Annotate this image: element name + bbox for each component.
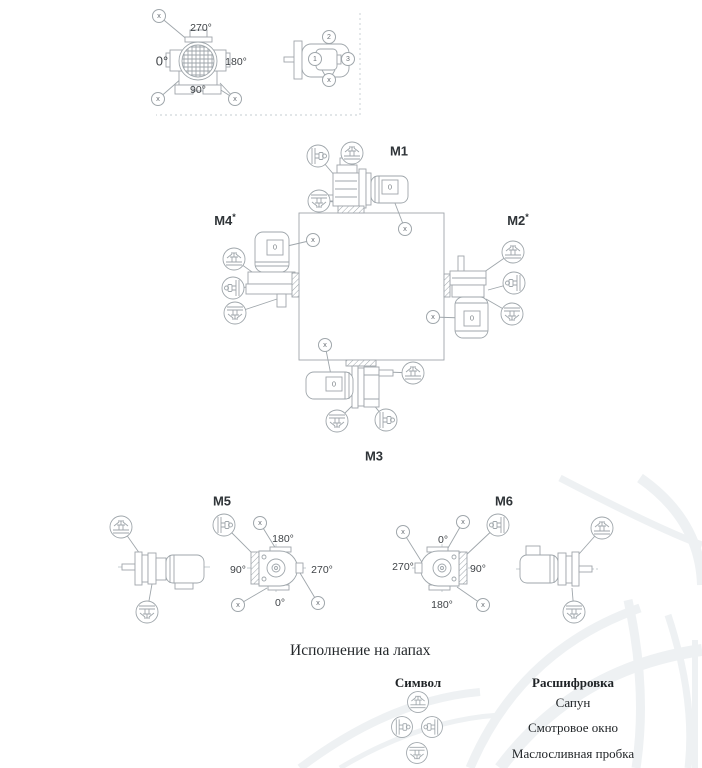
x-marker: x bbox=[456, 515, 470, 529]
drain-plug-icon bbox=[224, 302, 246, 324]
drain-plug-icon bbox=[326, 410, 348, 432]
sight-window-icon bbox=[392, 717, 413, 738]
position-label-m4 bbox=[214, 212, 236, 228]
angle-label-m6-0: 0° bbox=[437, 534, 449, 546]
drain-plug-icon bbox=[308, 190, 330, 212]
x-marker: x bbox=[151, 92, 165, 106]
angle-label-0: 0° bbox=[155, 53, 169, 69]
mounting-pad-m3 bbox=[346, 360, 376, 366]
m2-note: * bbox=[525, 211, 529, 222]
terminal-box-label: 0 bbox=[469, 313, 475, 323]
legend-symbol-header: Символ bbox=[394, 675, 442, 690]
m2-label-text: M2 bbox=[507, 213, 526, 229]
legend-title: Исполнение на лапах bbox=[290, 642, 431, 659]
callout-1: 1 bbox=[308, 52, 322, 66]
angle-label-m6-270: 270° bbox=[392, 561, 414, 573]
drain-plug-icon bbox=[563, 601, 585, 623]
terminal-box-label: 0 bbox=[331, 379, 337, 389]
x-marker: x bbox=[476, 598, 490, 612]
x-marker: x bbox=[311, 596, 325, 610]
x-marker: x bbox=[306, 233, 320, 247]
m1-label-text: M1 bbox=[389, 143, 409, 159]
breather-icon bbox=[408, 692, 429, 713]
m3-label-text: M3 bbox=[364, 448, 384, 464]
m4-label-text: M4 bbox=[214, 213, 233, 229]
gearmotor-m2 bbox=[444, 256, 488, 338]
x-marker: x bbox=[398, 222, 412, 236]
mounting-pad-m4 bbox=[292, 273, 299, 297]
gearmotor-m3 bbox=[306, 360, 393, 408]
angle-label-m5-0: 0° bbox=[274, 597, 286, 609]
m4-note: * bbox=[232, 211, 236, 222]
position-label-m2 bbox=[507, 212, 529, 228]
sight-window-icon bbox=[375, 409, 397, 431]
angle-label-90: 90° bbox=[190, 84, 206, 96]
breather-icon bbox=[502, 241, 524, 263]
breather-icon bbox=[402, 362, 424, 384]
sight-window-icon bbox=[213, 514, 235, 536]
sight-window-icon bbox=[422, 717, 443, 738]
x-marker: x bbox=[253, 516, 267, 530]
breather-icon bbox=[341, 142, 363, 164]
legend-meaning-header: Расшифровка bbox=[532, 675, 614, 690]
breather-icon bbox=[591, 517, 613, 539]
terminal-box-label: 0 bbox=[387, 182, 393, 192]
angle-label-m5-270: 270° bbox=[311, 564, 333, 576]
mounting-pad-m2 bbox=[444, 274, 450, 297]
legend-row-sight-window: Смотровое окно bbox=[527, 720, 619, 735]
callout-2: 2 bbox=[322, 30, 336, 44]
gearbox-front-view-m6 bbox=[412, 544, 471, 592]
position-label-m3 bbox=[365, 449, 383, 464]
position-label-m1 bbox=[390, 144, 408, 159]
angle-label-180: 180° bbox=[225, 56, 247, 68]
terminal-box-label: 0 bbox=[272, 242, 278, 252]
sight-window-icon bbox=[503, 272, 525, 294]
angle-label-m6-90: 90° bbox=[470, 563, 486, 575]
gearmotor-m6-side bbox=[516, 546, 600, 586]
legend-row-drain-plug: Маслосливная пробка bbox=[511, 746, 635, 761]
legend-row-breather: Сапун bbox=[555, 695, 591, 710]
breather-icon bbox=[223, 248, 245, 270]
sight-window-icon bbox=[487, 514, 509, 536]
x-marker: x bbox=[231, 598, 245, 612]
drain-plug-icon bbox=[407, 743, 428, 764]
x-marker: x bbox=[318, 338, 332, 352]
m5-label-text: M5 bbox=[212, 493, 232, 509]
breather-icon bbox=[110, 516, 132, 538]
position-label-m5 bbox=[213, 494, 231, 509]
leader-lines bbox=[121, 16, 602, 612]
angle-label-m5-180: 180° bbox=[272, 533, 294, 545]
sight-window-icon bbox=[307, 145, 329, 167]
sight-window-icon bbox=[222, 277, 244, 299]
callout-3: 3 bbox=[341, 52, 355, 66]
mounting-pad-m1 bbox=[338, 206, 364, 213]
wall-mount-hatch-m6 bbox=[459, 552, 467, 584]
x-marker: x bbox=[322, 73, 336, 87]
x-marker: x bbox=[228, 92, 242, 106]
x-marker: x bbox=[152, 9, 166, 23]
angle-label-270: 270° bbox=[190, 22, 212, 34]
gearmotor-m5-side bbox=[118, 552, 210, 589]
m6-label-text: M6 bbox=[494, 493, 514, 509]
angle-label-m5-90: 90° bbox=[230, 564, 246, 576]
x-marker: x bbox=[426, 310, 440, 324]
drain-plug-icon bbox=[501, 303, 523, 325]
x-marker: x bbox=[396, 525, 410, 539]
drain-plug-icon bbox=[136, 601, 158, 623]
angle-label-m6-180: 180° bbox=[431, 599, 453, 611]
gearmotor-m1 bbox=[320, 158, 408, 213]
position-label-m6 bbox=[495, 494, 513, 509]
gearbox-front-view-m5 bbox=[247, 544, 306, 592]
wall-mount-hatch-m5 bbox=[251, 552, 259, 584]
